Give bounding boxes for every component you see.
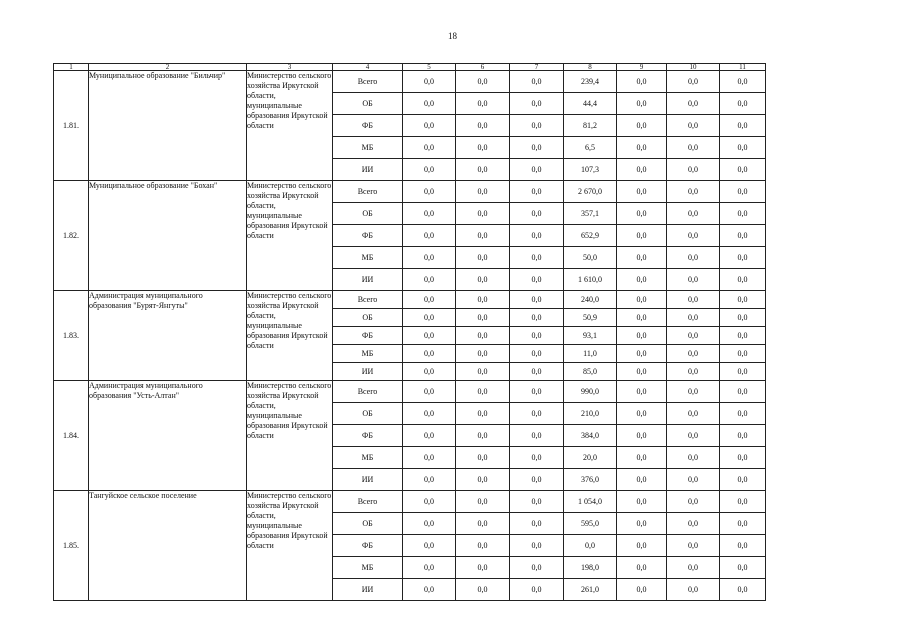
amount-cell: 0,0: [667, 469, 720, 491]
amount-cell: 0,0: [667, 345, 720, 363]
responsible-executor: Министерство сельского хозяйства Иркутской области, муниципальные образования Иркутской области: [247, 181, 333, 291]
amount-cell: 11,0: [564, 345, 617, 363]
amount-cell: 0,0: [403, 291, 456, 309]
amount-cell: 0,0: [617, 137, 667, 159]
amount-cell: 0,0: [720, 513, 766, 535]
amount-cell: 0,0: [667, 247, 720, 269]
amount-cell: 990,0: [564, 381, 617, 403]
funding-source: ИИ: [333, 363, 403, 381]
column-number: 3: [247, 64, 333, 71]
column-number: 11: [720, 64, 766, 71]
funding-source: МБ: [333, 247, 403, 269]
amount-cell: 0,0: [510, 557, 564, 579]
municipality-name: Муниципальное образование "Бохан": [89, 181, 247, 291]
row-number: 1.85.: [54, 491, 89, 601]
amount-cell: 0,0: [667, 225, 720, 247]
amount-cell: 0,0: [456, 247, 510, 269]
funding-source: ФБ: [333, 425, 403, 447]
amount-cell: 0,0: [617, 425, 667, 447]
amount-cell: 0,0: [667, 513, 720, 535]
amount-cell: 0,0: [456, 159, 510, 181]
amount-cell: 50,9: [564, 309, 617, 327]
amount-cell: 595,0: [564, 513, 617, 535]
amount-cell: 261,0: [564, 579, 617, 601]
amount-cell: 0,0: [720, 181, 766, 203]
amount-cell: 0,0: [667, 309, 720, 327]
amount-cell: 0,0: [456, 535, 510, 557]
amount-cell: 85,0: [564, 363, 617, 381]
amount-cell: 0,0: [456, 469, 510, 491]
column-number: 6: [456, 64, 510, 71]
responsible-executor: Министерство сельского хозяйства Иркутской области, муниципальные образования Иркутской области: [247, 291, 333, 381]
amount-cell: 0,0: [510, 269, 564, 291]
amount-cell: 0,0: [403, 225, 456, 247]
amount-cell: 0,0: [667, 203, 720, 225]
amount-cell: 0,0: [456, 381, 510, 403]
amount-cell: 0,0: [617, 247, 667, 269]
column-number-row: [54, 64, 766, 71]
amount-cell: 0,0: [667, 535, 720, 557]
amount-cell: 0,0: [403, 447, 456, 469]
amount-cell: 0,0: [510, 159, 564, 181]
amount-cell: 0,0: [667, 579, 720, 601]
amount-cell: 2 670,0: [564, 181, 617, 203]
amount-cell: 0,0: [510, 513, 564, 535]
amount-cell: 0,0: [617, 269, 667, 291]
funding-source: Всего: [333, 491, 403, 513]
amount-cell: 0,0: [456, 579, 510, 601]
funding-source: МБ: [333, 557, 403, 579]
funding-source: МБ: [333, 447, 403, 469]
amount-cell: 0,0: [510, 225, 564, 247]
municipality-name: Тангуйское сельское поселение: [89, 491, 247, 601]
amount-cell: 0,0: [667, 115, 720, 137]
amount-cell: 0,0: [510, 403, 564, 425]
amount-cell: 0,0: [617, 557, 667, 579]
row-number: 1.82.: [54, 181, 89, 291]
funding-source: ОБ: [333, 203, 403, 225]
amount-cell: 44,4: [564, 93, 617, 115]
amount-cell: 0,0: [403, 579, 456, 601]
amount-cell: 0,0: [667, 557, 720, 579]
amount-cell: 376,0: [564, 469, 617, 491]
funding-source: Всего: [333, 181, 403, 203]
amount-cell: 0,0: [510, 203, 564, 225]
funding-source: ОБ: [333, 513, 403, 535]
funding-source: ИИ: [333, 269, 403, 291]
amount-cell: 0,0: [720, 469, 766, 491]
amount-cell: 0,0: [617, 115, 667, 137]
amount-cell: 0,0: [510, 115, 564, 137]
amount-cell: 0,0: [667, 291, 720, 309]
amount-cell: 0,0: [720, 363, 766, 381]
amount-cell: 0,0: [403, 309, 456, 327]
amount-cell: 0,0: [456, 327, 510, 345]
amount-cell: 0,0: [510, 71, 564, 93]
column-number: 5: [403, 64, 456, 71]
amount-cell: 0,0: [456, 513, 510, 535]
funding-source: ИИ: [333, 159, 403, 181]
amount-cell: 0,0: [510, 579, 564, 601]
amount-cell: 0,0: [403, 137, 456, 159]
column-number: 7: [510, 64, 564, 71]
funding-source: Всего: [333, 71, 403, 93]
amount-cell: 0,0: [403, 535, 456, 557]
amount-cell: 0,0: [617, 203, 667, 225]
amount-cell: 0,0: [720, 247, 766, 269]
responsible-executor: Министерство сельского хозяйства Иркутской области, муниципальные образования Иркутской области: [247, 491, 333, 601]
page-number: 18: [448, 31, 457, 41]
amount-cell: 0,0: [720, 93, 766, 115]
amount-cell: 93,1: [564, 327, 617, 345]
amount-cell: 0,0: [510, 381, 564, 403]
amount-cell: 0,0: [720, 203, 766, 225]
amount-cell: 0,0: [617, 491, 667, 513]
budget-table: [53, 63, 766, 601]
funding-source: ОБ: [333, 93, 403, 115]
table-row: [54, 181, 766, 203]
municipality-name: Администрация муниципального образования "Усть-Алтан": [89, 381, 247, 491]
amount-cell: 0,0: [667, 363, 720, 381]
responsible-executor: Министерство сельского хозяйства Иркутской области, муниципальные образования Иркутской области: [247, 381, 333, 491]
amount-cell: 198,0: [564, 557, 617, 579]
amount-cell: 0,0: [617, 381, 667, 403]
amount-cell: 0,0: [720, 491, 766, 513]
amount-cell: 0,0: [510, 535, 564, 557]
amount-cell: 0,0: [456, 115, 510, 137]
amount-cell: 0,0: [720, 291, 766, 309]
amount-cell: 0,0: [456, 181, 510, 203]
amount-cell: 0,0: [720, 403, 766, 425]
table-row: [54, 491, 766, 513]
amount-cell: 0,0: [667, 425, 720, 447]
amount-cell: 0,0: [667, 159, 720, 181]
funding-source: ФБ: [333, 115, 403, 137]
column-number: 1: [54, 64, 89, 71]
table-row: [54, 71, 766, 93]
amount-cell: 0,0: [510, 425, 564, 447]
amount-cell: 0,0: [720, 309, 766, 327]
amount-cell: 0,0: [403, 115, 456, 137]
column-number: 8: [564, 64, 617, 71]
funding-source: ФБ: [333, 327, 403, 345]
column-number: 10: [667, 64, 720, 71]
amount-cell: 0,0: [617, 447, 667, 469]
amount-cell: 20,0: [564, 447, 617, 469]
amount-cell: 0,0: [617, 579, 667, 601]
amount-cell: 0,0: [720, 535, 766, 557]
funding-source: Всего: [333, 381, 403, 403]
amount-cell: 0,0: [720, 381, 766, 403]
amount-cell: 0,0: [403, 247, 456, 269]
amount-cell: 0,0: [510, 363, 564, 381]
amount-cell: 0,0: [720, 225, 766, 247]
responsible-executor: Министерство сельского хозяйства Иркутской области, муниципальные образования Иркутской области: [247, 71, 333, 181]
funding-source: ФБ: [333, 535, 403, 557]
amount-cell: 0,0: [510, 137, 564, 159]
amount-cell: 1 610,0: [564, 269, 617, 291]
funding-source: ИИ: [333, 469, 403, 491]
amount-cell: 0,0: [456, 557, 510, 579]
amount-cell: 0,0: [510, 247, 564, 269]
amount-cell: 0,0: [720, 425, 766, 447]
amount-cell: 50,0: [564, 247, 617, 269]
amount-cell: 0,0: [403, 93, 456, 115]
amount-cell: 0,0: [456, 403, 510, 425]
amount-cell: 240,0: [564, 291, 617, 309]
amount-cell: 0,0: [617, 535, 667, 557]
municipality-name: Муниципальное образование "Бильчир": [89, 71, 247, 181]
amount-cell: 0,0: [403, 181, 456, 203]
amount-cell: 0,0: [456, 137, 510, 159]
table-row: [54, 291, 766, 309]
amount-cell: 0,0: [667, 403, 720, 425]
amount-cell: 0,0: [667, 269, 720, 291]
funding-source: ФБ: [333, 225, 403, 247]
amount-cell: 0,0: [456, 203, 510, 225]
amount-cell: 6,5: [564, 137, 617, 159]
amount-cell: 0,0: [510, 491, 564, 513]
amount-cell: 0,0: [510, 93, 564, 115]
amount-cell: 384,0: [564, 425, 617, 447]
amount-cell: 0,0: [617, 291, 667, 309]
column-number: 2: [89, 64, 247, 71]
amount-cell: 0,0: [403, 557, 456, 579]
amount-cell: 0,0: [720, 345, 766, 363]
amount-cell: 0,0: [617, 159, 667, 181]
amount-cell: 0,0: [720, 115, 766, 137]
amount-cell: 0,0: [510, 291, 564, 309]
column-number: 9: [617, 64, 667, 71]
column-number: 4: [333, 64, 403, 71]
amount-cell: 0,0: [456, 291, 510, 309]
amount-cell: 0,0: [456, 491, 510, 513]
amount-cell: 0,0: [617, 71, 667, 93]
funding-source: ОБ: [333, 403, 403, 425]
amount-cell: 0,0: [403, 403, 456, 425]
amount-cell: 0,0: [403, 491, 456, 513]
amount-cell: 0,0: [403, 469, 456, 491]
amount-cell: 0,0: [617, 345, 667, 363]
amount-cell: 0,0: [564, 535, 617, 557]
amount-cell: 0,0: [667, 381, 720, 403]
table-row: [54, 381, 766, 403]
amount-cell: 0,0: [403, 203, 456, 225]
amount-cell: 107,3: [564, 159, 617, 181]
funding-source: МБ: [333, 345, 403, 363]
amount-cell: 0,0: [617, 181, 667, 203]
amount-cell: 0,0: [456, 93, 510, 115]
amount-cell: 0,0: [510, 309, 564, 327]
amount-cell: 0,0: [456, 71, 510, 93]
amount-cell: 0,0: [667, 71, 720, 93]
amount-cell: 0,0: [510, 447, 564, 469]
amount-cell: 0,0: [617, 363, 667, 381]
row-number: 1.84.: [54, 381, 89, 491]
amount-cell: 0,0: [720, 137, 766, 159]
amount-cell: 0,0: [403, 269, 456, 291]
amount-cell: 0,0: [617, 225, 667, 247]
amount-cell: 0,0: [510, 469, 564, 491]
amount-cell: 0,0: [617, 93, 667, 115]
amount-cell: 0,0: [617, 327, 667, 345]
amount-cell: 0,0: [667, 327, 720, 345]
amount-cell: 0,0: [510, 345, 564, 363]
amount-cell: 0,0: [403, 327, 456, 345]
amount-cell: 0,0: [617, 309, 667, 327]
amount-cell: 357,1: [564, 203, 617, 225]
amount-cell: 0,0: [617, 403, 667, 425]
amount-cell: 0,0: [720, 557, 766, 579]
amount-cell: 0,0: [456, 309, 510, 327]
amount-cell: 1 054,0: [564, 491, 617, 513]
amount-cell: 0,0: [667, 93, 720, 115]
amount-cell: 0,0: [617, 469, 667, 491]
amount-cell: 0,0: [667, 137, 720, 159]
amount-cell: 0,0: [403, 381, 456, 403]
amount-cell: 0,0: [720, 71, 766, 93]
amount-cell: 0,0: [403, 513, 456, 535]
amount-cell: 0,0: [667, 181, 720, 203]
funding-source: ИИ: [333, 579, 403, 601]
funding-source: ОБ: [333, 309, 403, 327]
row-number: 1.83.: [54, 291, 89, 381]
amount-cell: 0,0: [510, 327, 564, 345]
amount-cell: 0,0: [720, 447, 766, 469]
amount-cell: 0,0: [720, 269, 766, 291]
amount-cell: 0,0: [456, 269, 510, 291]
amount-cell: 0,0: [403, 71, 456, 93]
amount-cell: 0,0: [456, 345, 510, 363]
amount-cell: 0,0: [456, 425, 510, 447]
amount-cell: 0,0: [720, 327, 766, 345]
amount-cell: 0,0: [403, 363, 456, 381]
amount-cell: 0,0: [403, 159, 456, 181]
amount-cell: 0,0: [617, 513, 667, 535]
amount-cell: 239,4: [564, 71, 617, 93]
amount-cell: 0,0: [403, 345, 456, 363]
funding-source: Всего: [333, 291, 403, 309]
municipality-name: Администрация муниципального образования "Бурят-Янгуты": [89, 291, 247, 381]
funding-source: МБ: [333, 137, 403, 159]
amount-cell: 0,0: [667, 491, 720, 513]
amount-cell: 652,9: [564, 225, 617, 247]
amount-cell: 0,0: [510, 181, 564, 203]
amount-cell: 0,0: [456, 447, 510, 469]
amount-cell: 0,0: [720, 159, 766, 181]
amount-cell: 0,0: [403, 425, 456, 447]
amount-cell: 0,0: [456, 225, 510, 247]
amount-cell: 210,0: [564, 403, 617, 425]
row-number: 1.81.: [54, 71, 89, 181]
amount-cell: 0,0: [456, 363, 510, 381]
amount-cell: 81,2: [564, 115, 617, 137]
amount-cell: 0,0: [667, 447, 720, 469]
amount-cell: 0,0: [720, 579, 766, 601]
